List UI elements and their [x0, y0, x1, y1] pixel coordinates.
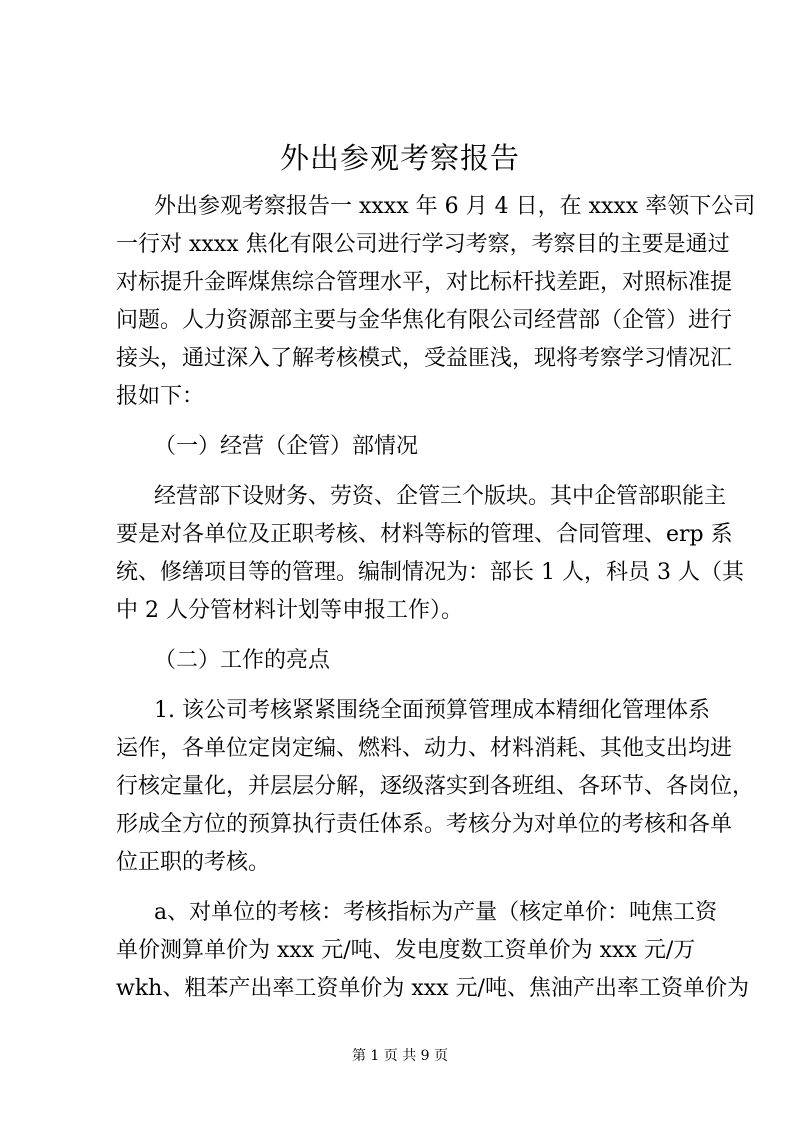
text-line: 位正职的考核。 [116, 850, 271, 875]
paragraph-intro [116, 188, 756, 416]
page-footer: 第 1 页 共 9 页 [351, 1048, 449, 1064]
section-heading-1 [116, 428, 686, 466]
text-line: 中 2 人分管材料计划等申报工作）。 [116, 598, 463, 623]
paragraph-department [116, 478, 744, 630]
text-line: 统、修缮项目等的管理。编制情况为：部长 1 人，科员 3 人（其 [116, 560, 744, 585]
text-line: 要是对各单位及正职考核、材料等标的管理、合同管理、erp 系 [116, 522, 733, 547]
text-line: a、对单位的考核：考核指标为产量（核定单价：吨焦工资 [154, 900, 718, 925]
section-heading: （二）工作的亮点 [154, 648, 331, 673]
text-line: 外出参观考察报告一 xxxx 年 6 月 4 日，在 xxxx 率领下公司 [154, 194, 756, 219]
paragraph-highlights [116, 692, 755, 882]
text-line: 一行对 xxxx 焦化有限公司进行学习考察，考察目的主要是通过 [116, 232, 730, 257]
text-line: 报如下： [116, 384, 205, 409]
text-line: 运作，各单位定岗定编、燃料、动力、材料消耗、其他支出均进 [116, 736, 733, 761]
text-line: 对标提升金晖煤焦综合管理水平，对比标杆找差距，对照标准提 [116, 270, 733, 295]
text-line: wkh、粗苯产出率工资单价为 xxx 元/吨、焦油产出率工资单价为 [116, 976, 749, 1001]
text-line: 经营部下设财务、劳资、企管三个版块。其中企管部职能主 [154, 484, 727, 509]
section-heading-2 [116, 642, 686, 680]
text-line: 形成全方位的预算执行责任体系。考核分为对单位的考核和各单 [116, 812, 733, 837]
text-line: 行核定量化，并层层分解，逐级落实到各班组、各环节、各岗位， [116, 774, 755, 799]
text-line: 1. 该公司考核紧紧围绕全面预算管理成本精细化管理体系 [154, 698, 710, 723]
section-heading: （一）经营（企管）部情况 [154, 434, 419, 459]
document-title: 外出参观考察报告 [279, 141, 520, 175]
document-body [116, 188, 756, 1008]
paragraph-unit-assessment [116, 894, 749, 1008]
text-line: 接头，通过深入了解考核模式，受益匪浅，现将考察学习情况汇 [116, 346, 733, 371]
text-line: 单价测算单价为 xxx 元/吨、发电度数工资单价为 xxx 元/万 [116, 938, 696, 963]
text-line: 问题。人力资源部主要与金华焦化有限公司经营部（企管）进行 [116, 308, 733, 333]
